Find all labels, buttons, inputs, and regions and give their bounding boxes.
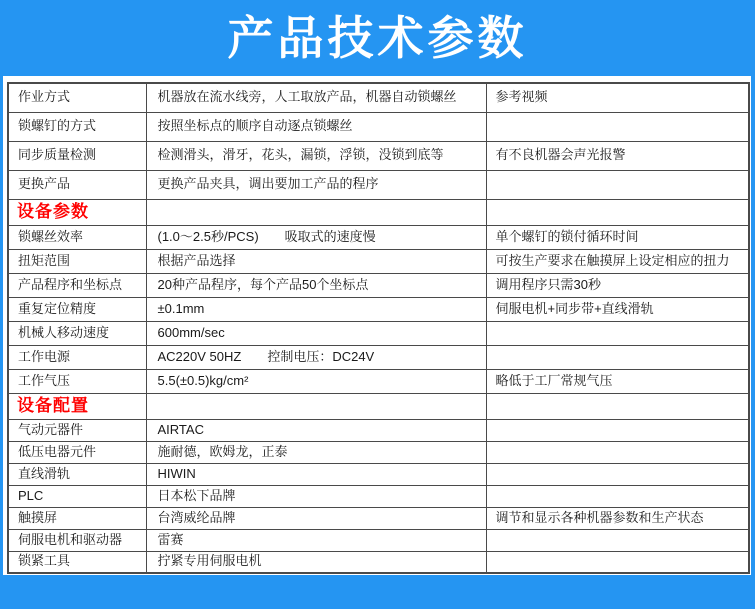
table-row [8,485,749,507]
spec-note: 有不良机器会声光报警 [486,141,749,170]
spec-value: 检测滑头，滑牙，花头，漏锁，浮锁，没锁到底等 [146,141,486,170]
table-row [8,369,749,393]
table-row [8,112,749,141]
table-row [8,345,749,369]
spec-value: HIWIN [146,463,486,485]
spec-note [486,463,749,485]
table-row [8,321,749,345]
spec-value: 拧紧专用伺服电机 [146,551,486,573]
spec-note [486,321,749,345]
spec-label: 锁螺丝效率 [8,225,146,249]
spec-note: 调节和显示各种机器参数和生产状态 [486,507,749,529]
spec-value: 机器放在流水线旁，人工取放产品，机器自动锁螺丝 [146,83,486,112]
table-row [8,225,749,249]
specs-table [7,82,750,574]
spec-note [486,170,749,199]
spec-label: 产品程序和坐标点 [8,273,146,297]
spec-label: 锁螺钉的方式 [8,112,146,141]
spec-value [146,199,486,225]
table-row [8,441,749,463]
spec-label: 低压电器元件 [8,441,146,463]
spec-value: 按照坐标点的顺序自动逐点锁螺丝 [146,112,486,141]
spec-note [486,112,749,141]
table-row [8,551,749,573]
spec-note: 伺服电机+同步带+直线滑轨 [486,297,749,321]
section-title: 设备配置 [8,393,146,419]
spec-note: 可按生产要求在触摸屏上设定相应的扭力 [486,249,749,273]
spec-value: ±0.1mm [146,297,486,321]
table-row [8,273,749,297]
spec-value: AC220V 50HZ 控制电压：DC24V [146,345,486,369]
spec-label: 机械人移动速度 [8,321,146,345]
spec-label: 同步质量检测 [8,141,146,170]
spec-note [486,441,749,463]
spec-label: 工作电源 [8,345,146,369]
spec-value: (1.0～2.5秒/PCS) 吸取式的速度慢 [146,225,486,249]
spec-value: 5.5(±0.5)kg/cm² [146,369,486,393]
spec-label: 作业方式 [8,83,146,112]
spec-note [486,485,749,507]
section-row-device-parameters [8,199,749,225]
table-row [8,529,749,551]
spec-value: 日本松下品牌 [146,485,486,507]
spec-label: 伺服电机和驱动器 [8,529,146,551]
section-title: 设备参数 [8,199,146,225]
spec-note: 调用程序只需30秒 [486,273,749,297]
table-row [8,141,749,170]
spec-note [486,199,749,225]
spec-label: 更换产品 [8,170,146,199]
spec-value: 雷赛 [146,529,486,551]
spec-label: 触摸屏 [8,507,146,529]
spec-value: 20种产品程序，每个产品50个坐标点 [146,273,486,297]
spec-label: 扭矩范围 [8,249,146,273]
spec-value: 施耐德，欧姆龙，正泰 [146,441,486,463]
spec-value: 根据产品选择 [146,249,486,273]
specs-table-body [8,83,749,573]
title-banner [0,0,755,76]
spec-value: AIRTAC [146,419,486,441]
spec-note [486,419,749,441]
spec-note [486,529,749,551]
spec-value: 更换产品夹具，调出要加工产品的程序 [146,170,486,199]
spec-note [486,345,749,369]
spec-label: PLC [8,485,146,507]
table-row [8,507,749,529]
spec-value [146,393,486,419]
spec-note [486,393,749,419]
table-row [8,83,749,112]
content-panel [3,76,751,575]
spec-note: 略低于工厂常规气压 [486,369,749,393]
table-row [8,419,749,441]
section-row-device-configuration [8,393,749,419]
spec-label: 气动元器件 [8,419,146,441]
spec-note: 单个螺钉的锁付循环时间 [486,225,749,249]
spec-label: 直线滑轨 [8,463,146,485]
spec-label: 重复定位精度 [8,297,146,321]
table-row [8,463,749,485]
spec-value: 台湾威纶品牌 [146,507,486,529]
spec-label: 锁紧工具 [8,551,146,573]
spec-note: 参考视频 [486,83,749,112]
table-row [8,249,749,273]
page-title: 产品技术参数 [227,12,528,64]
spec-note [486,551,749,573]
table-row [8,297,749,321]
spec-value: 600mm/sec [146,321,486,345]
table-row [8,170,749,199]
spec-label: 工作气压 [8,369,146,393]
